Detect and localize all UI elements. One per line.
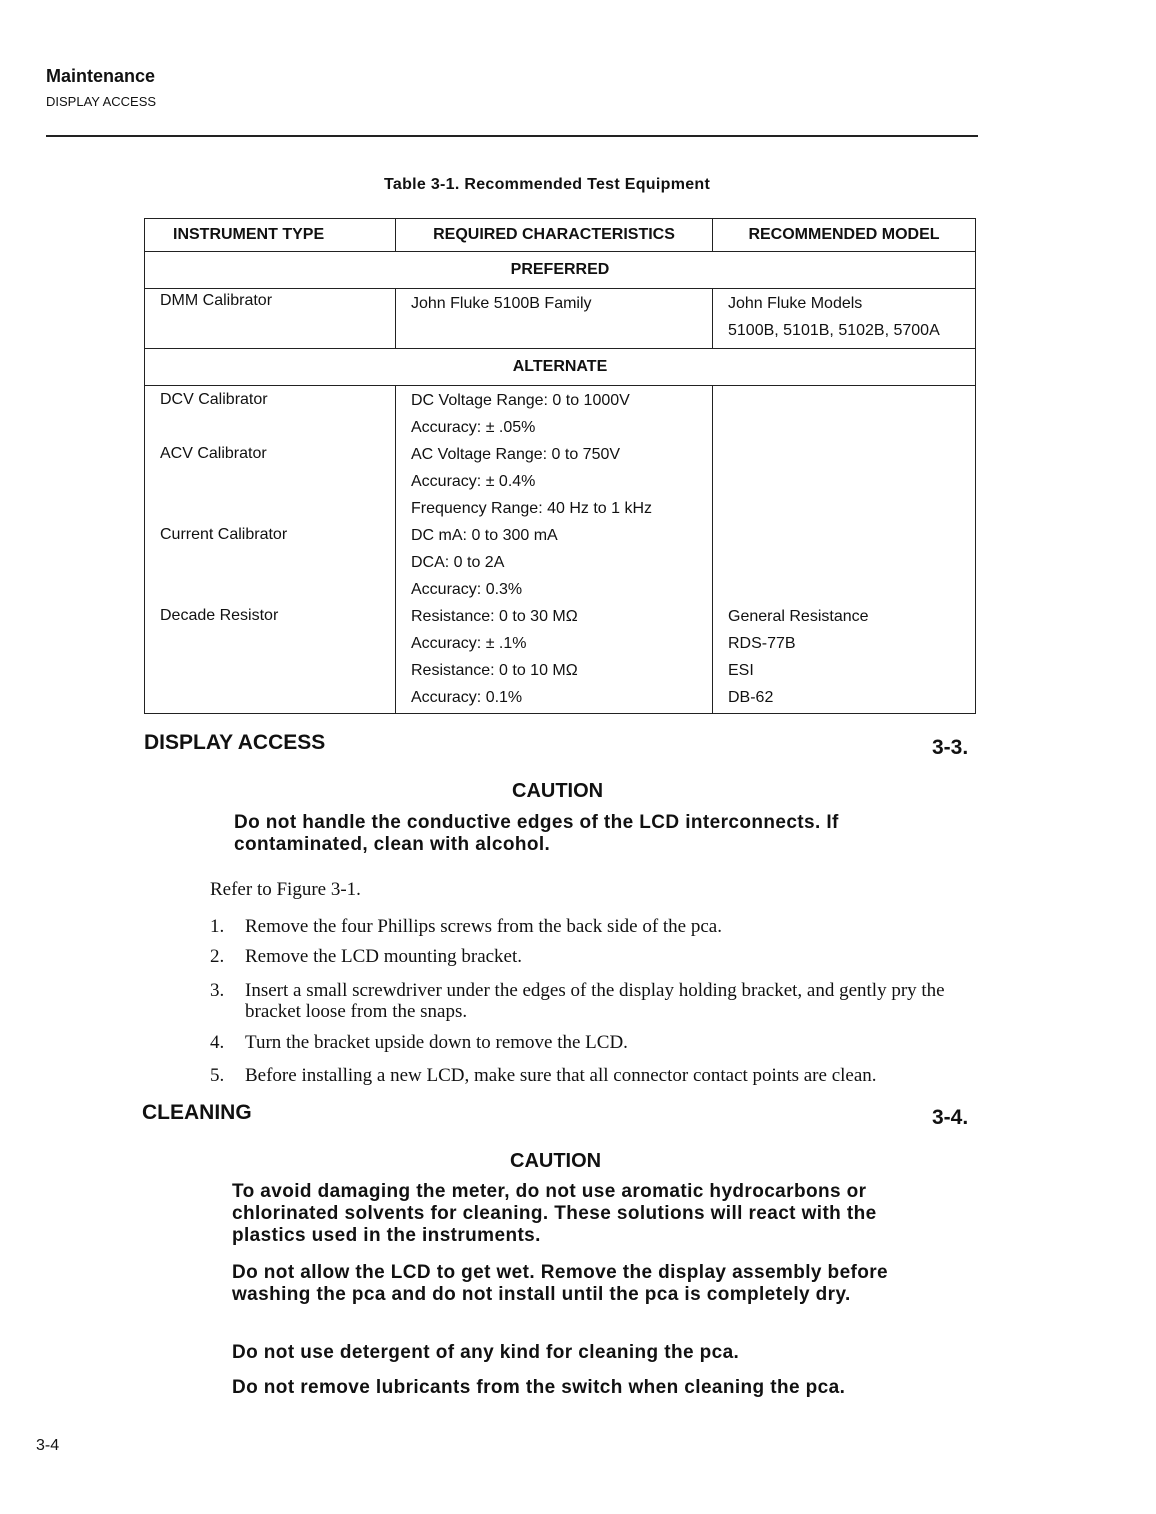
step-text: Remove the four Phillips screws from the back side of the pca. — [245, 916, 722, 937]
characteristic-text: Accuracy: ± .1% — [411, 635, 527, 652]
step-number: 1. — [210, 916, 225, 937]
step-number: 5. — [210, 1065, 225, 1086]
table-caption: Table 3-1. Recommended Test Equipment — [384, 176, 711, 193]
subsection-title: DISPLAY ACCESS — [46, 94, 157, 109]
preferred-label: PREFERRED — [145, 252, 976, 289]
spacer — [160, 548, 394, 602]
model-text: General Resistance — [728, 608, 869, 625]
display-access-heading: DISPLAY ACCESS — [144, 731, 326, 754]
characteristic-text: DC Voltage Range: 0 to 1000V — [411, 392, 630, 409]
column-header-characteristics: REQUIRED CHARACTERISTICS — [396, 219, 713, 252]
section-title: Maintenance — [46, 66, 156, 86]
model-text: RDS-77B — [728, 635, 796, 652]
model-text: ESI — [728, 662, 754, 679]
instrument-name: Decade Resistor — [160, 607, 279, 624]
step-text: Turn the bracket upside down to remove the LCD. — [245, 1032, 628, 1053]
instrument-name: Current Calibrator — [160, 526, 288, 543]
caution-paragraph: Do not remove lubricants from the switch when cleaning the pca. — [232, 1377, 846, 1398]
characteristic-text: Accuracy: ± .05% — [411, 419, 536, 436]
test-equipment-table — [144, 218, 976, 714]
model-text: John Fluke Models — [728, 295, 863, 312]
preferred-section-row — [145, 252, 976, 289]
characteristic-text: DCA: 0 to 2A — [411, 554, 505, 571]
intro-text: Refer to Figure 3-1. — [210, 879, 361, 900]
instrument-name: DMM Calibrator — [160, 292, 273, 309]
characteristic-text: Accuracy: 0.1% — [411, 689, 523, 706]
table-row — [145, 386, 976, 714]
alternate-section-row — [145, 349, 976, 386]
cleaning-number: 3-4. — [932, 1106, 969, 1129]
step-number: 4. — [210, 1032, 225, 1053]
spacer — [728, 387, 974, 603]
characteristic-text: Resistance: 0 to 10 MΩ — [411, 662, 578, 679]
table-row — [145, 289, 976, 349]
step-number: 2. — [210, 946, 225, 967]
table-header-row — [145, 219, 976, 252]
spacer — [160, 413, 394, 440]
caution-paragraph: Do not allow the LCD to get wet. Remove the display assembly before washing the pca and do not install until the pca is completely dry. — [232, 1262, 889, 1305]
cleaning-heading: CLEANING — [142, 1101, 252, 1124]
caution-text: Do not handle the conductive edges of the LCD interconnects. If contaminated, clean with alcohol. — [234, 812, 839, 855]
characteristic-text: Accuracy: ± 0.4% — [411, 473, 536, 490]
caution-label: CAUTION — [512, 780, 604, 802]
characteristic-text: DC mA: 0 to 300 mA — [411, 527, 558, 544]
step-number: 3. — [210, 980, 225, 1001]
display-access-number: 3-3. — [932, 736, 969, 759]
page-number: 3-4 — [36, 1437, 60, 1454]
column-header-model: RECOMMENDED MODEL — [713, 219, 976, 252]
step-text: Before installing a new LCD, make sure that all connector contact points are clean. — [245, 1065, 877, 1086]
alternate-label: ALTERNATE — [145, 349, 976, 386]
caution-label: CAUTION — [510, 1150, 602, 1172]
caution-paragraph: To avoid damaging the meter, do not use aromatic hydrocarbons or chlorinated solvents for cleaning. These solutions will react with the plastics used in the instruments. — [232, 1181, 877, 1246]
characteristic-text: Accuracy: 0.3% — [411, 581, 523, 598]
characteristic-text: John Fluke 5100B Family — [411, 295, 592, 312]
step-text: Insert a small screwdriver under the edges of the display holding bracket, and gently pry the bracket loose from the snaps. — [245, 980, 945, 1022]
header-divider — [46, 135, 978, 137]
instrument-name: DCV Calibrator — [160, 391, 268, 408]
step-text: Remove the LCD mounting bracket. — [245, 946, 523, 967]
instrument-name: ACV Calibrator — [160, 445, 267, 462]
characteristic-text: AC Voltage Range: 0 to 750V — [411, 446, 621, 463]
characteristic-text: Frequency Range: 40 Hz to 1 kHz — [411, 500, 653, 517]
model-text: DB-62 — [728, 689, 774, 706]
characteristic-text: Resistance: 0 to 30 MΩ — [411, 608, 578, 625]
caution-paragraph: Do not use detergent of any kind for cleaning the pca. — [232, 1342, 740, 1363]
spacer — [160, 467, 394, 521]
column-header-instrument: INSTRUMENT TYPE — [145, 219, 396, 252]
model-text: 5100B, 5101B, 5102B, 5700A — [728, 322, 940, 339]
